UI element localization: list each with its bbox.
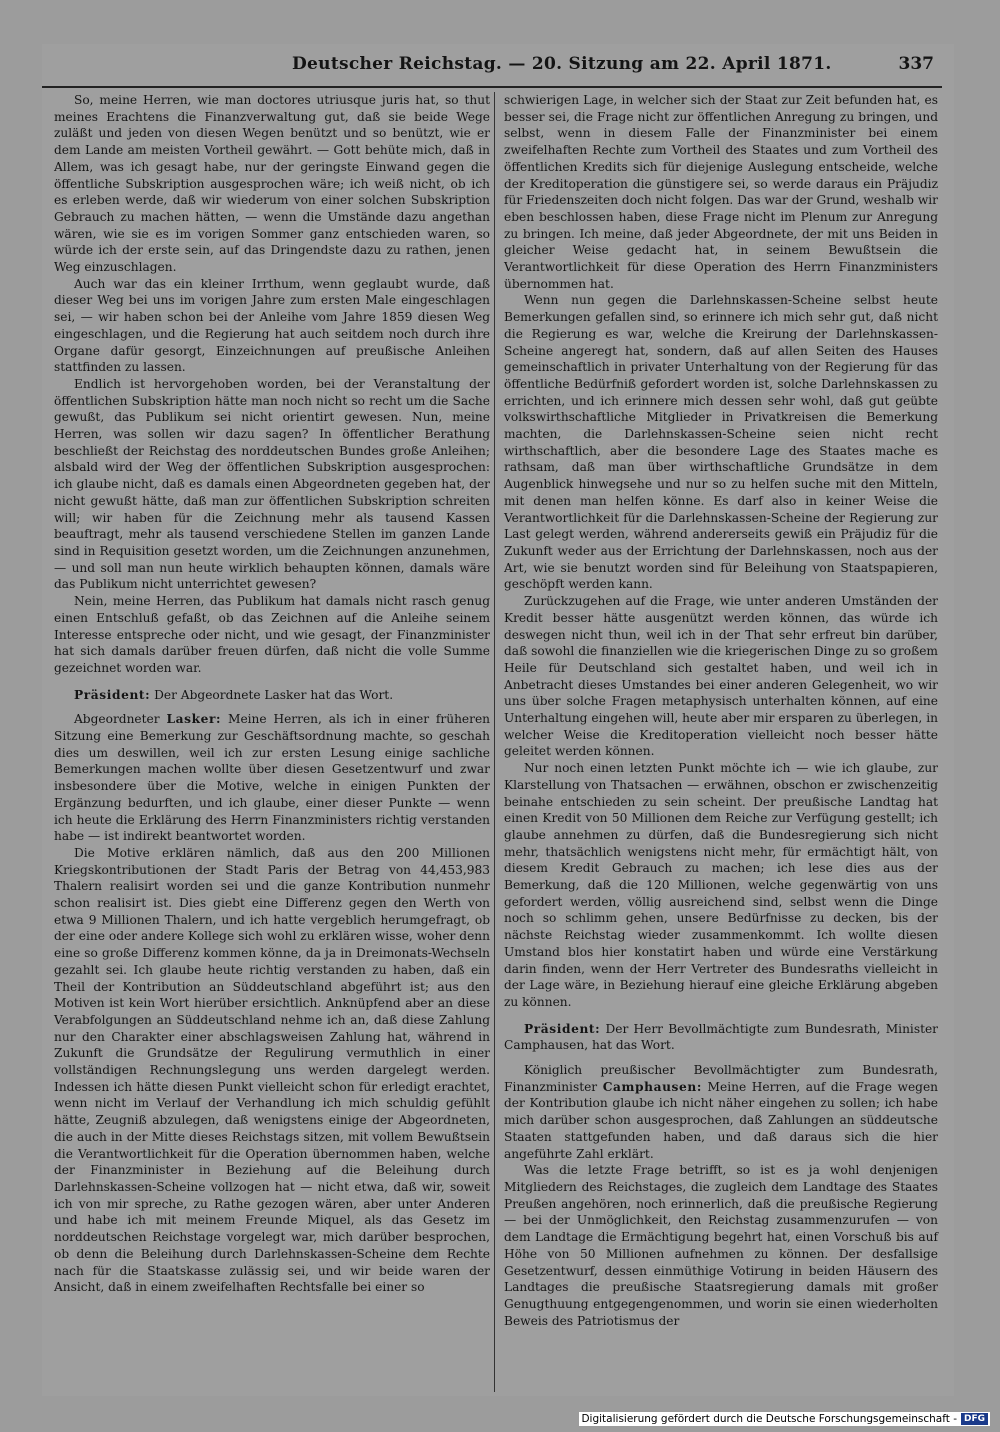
speaker-label: Präsident: — [74, 687, 151, 702]
header-rule — [42, 86, 942, 88]
speaker-prefix: Königlich preußischer Bevollmächtigter zum Bundesrath, Finanzminister — [504, 1063, 938, 1094]
document-page — [42, 44, 954, 1396]
speaker-name: Lasker: — [166, 712, 222, 727]
paragraph-text: Meine Herren, auf die Frage wegen der Kontribution glaube ich nicht näher eingehen zu sollen; ich habe mich darüber schon ausgesprochen, daß Zahlungen an süddeutsche Staaten stattgefunden haben, und daß daraus sich die hier angeführte Zahl erklärt. — [504, 1079, 939, 1161]
paragraph: So, meine Herren, wie man doctores utriusque juris hat, so thut meines Erachtens die Finanzverwaltung gut, daß sie beide Wege zuläßt und jeden von diesen Wegen benützt und so benützt, wie er dem Lande am meisten Vortheil gewährt. — Gott behüte mich, daß in Allem, was ich gesagt habe, nur der geringste Einwand gegen die öffentliche Subskription ausgesprochen wäre; ich weiß nicht, ob ich es erleben werde, daß wir wiederum von einer solchen Subskription Gebrauch zu machen hätten, — wenn die Umstände dazu angethan wären, wie sie es im vorigen Sommer ganz entschieden waren, so würde ich der erste sein, auf das Dringendste dazu zu rathen, jenen Weg einzuschlagen. — [54, 93, 490, 275]
speaker-text: Der Abgeordnete Lasker hat das Wort. — [154, 687, 394, 702]
paragraph: Endlich ist hervorgehoben worden, bei der Veranstaltung der öffentlichen Subskription hätte man noch nicht so recht um die Sache gewußt, das Publikum sei nicht orientirt gewesen. Nun, meine Herren, was sollen wir dazu sagen? In öffentlicher Berathung beschließt der Reichstag des norddeutschen Bundes große Anleihen; alsbald wird der Weg der öffentlichen Subskription ausgesprochen: ich glaube nicht, daß es damals einen Abgeordneten gegeben hat, der nicht gewußt hätte, daß man zur öffentlichen Subskription schreiten will; wir haben für die Zeichnung mehr als tausend Kassen beauftragt, mehr als tausend verschiedene Stellen im ganzen Lande sind in Requisition gesetzt worden, um die Zeichnungen anzunehmen, — und soll man nun heute wirklich behaupten können, damals wäre das Publikum nicht unterrichtet gewesen? — [54, 376, 490, 592]
header-title: Deutscher Reichstag. — 20. Sitzung am 22. April 1871. — [292, 54, 832, 74]
paragraph: Nein, meine Herren, das Publikum hat damals nicht rasch genug einen Entschluß gefaßt, ob das Zeichnen auf die Anleihe seinem Interesse entspreche oder nicht, und wie gesagt, der Finanzminister hat sich damals darüber freuen dürfen, daß nicht die volle Summe gezeichnet worden war. — [54, 594, 490, 675]
speaker-paragraph — [504, 1021, 938, 1054]
footer-text: Digitalisierung gefördert durch die Deutsche Forschungsgemeinschaft - — [581, 1413, 957, 1425]
left-column — [54, 92, 490, 1296]
paragraph: Was die letzte Frage betrifft, so ist es ja wohl denjenigen Mitgliedern des Reichstages, die zugleich dem Landtage des Staates Preußen angehören, noch erinnerlich, daß die preußische Regierung — bei der Unmöglichkeit, den Reichstag zusammenzurufen — von dem Landtage die Ermächtigung begehrt hat, einen Vorschuß bis auf Höhe von 50 Millionen aufnehmen zu können. Der desfallsige Gesetzentwurf, dessen einmüthige Votirung in beiden Häusern des Landtages die preußische Staatsregierung damals mit großer Genugthuung entgegengenommen, und worin sie einen wiederholten Beweis des Patriotismus der — [504, 1163, 938, 1328]
right-column — [504, 92, 938, 1329]
paragraph: Die Motive erklären nämlich, daß aus den 200 Millionen Kriegskontributionen der Stadt Paris der Betrag von 44,453,983 Thalern realisirt worden sei und die ganze Kontribution nunmehr schon realisirt ist. Dies giebt eine Differenz gegen den Werth von etwa 9 Millionen Thalern, und ich hatte vergeblich herumgefragt, ob der eine oder andere Kollege sich wohl zu erklären wisse, woher denn eine so große Differenz kommen könne, da ja in Dreimonats-Wechseln gezahlt sei. Ich glaube heute richtig verstanden zu haben, daß ein Theil der Kontribution an Süddeutschland abgeführt ist; aus den Motiven ist kein Wort hierüber ersichtlich. Anknüpfend aber an diese Verabfolgungen an Süddeutschland nehme ich an, daß diese Zahlung nur den Charakter einer abschlagsweisen Zahlung hat, während in Zukunft die Grundsätze der Regulirung vermuthlich in einer vollständigen Rechnungslegung uns werden dargelegt werden. Indessen ich hätte diesen Punkt vielleicht schon für erledigt erachtet, wenn nicht im Verlauf der Verhandlung ich mich schuldig gefühlt hätte, Zeugniß abzulegen, daß wenigstens einige der Abgeordneten, die auch in der Mitte dieses Reichstags sitzen, mit vollem Bewußtsein die Verantwortlichkeit für die Operation übernommen haben, welche der Finanzminister in Beziehung auf die Beleihung durch Darlehnskassen-Scheine vollzogen hat — nicht etwa, daß wir, soweit ich von mir spreche, zu Rathe gezogen wären, aber unter Anderen und habe ich mit meinem Freunde Miquel, als das Gesetz im norddeutschen Reichstage vorgelegt war, mich darüber besprochen, ob denn die Beleihung durch Darlehnskassen-Scheine dem Rechte nach für die Staatskasse zulässig sei, und wir beide waren der Ansicht, daß in einem zweifelhaften Rechtsfalle bei einer so — [54, 845, 490, 1295]
paragraph: schwierigen Lage, in welcher sich der Staat zur Zeit befunden hat, es besser sei, die Frage nicht zur öffentlichen Anregung zu bringen, und selbst, wenn in diesem Falle der Finanzminister bei einem zweifelhaften Rechte zum Vortheil des Staates und zum Vortheil des öffentlichen Kredits sich für diejenige Auslegung entscheide, welche der Kreditoperation die günstigere sei, so werde daraus ein Präjudiz für Friedenszeiten doch nicht folgen. Das war der Grund, weshalb wir eben beschlossen haben, diese Frage nicht im Plenum zur Anregung zu bringen. Ich meine, daß jeder Abgeordnete, der mit uns Beiden in gleicher Weise gedacht hat, in seinem Bewußtsein die Verantwortlichkeit für diese Operation des Herrn Finanzministers übernommen hat. — [504, 93, 939, 291]
speaker-text: Der Herr Bevollmächtigte zum Bundesrath, Minister Camphausen, hat das Wort. — [504, 1021, 939, 1053]
column-divider — [494, 92, 495, 1392]
footer-credit — [579, 1412, 990, 1426]
paragraph-text: Meine Herren, als ich in einer früheren Sitzung eine Bemerkung zur Geschäftsordnung machte, so geschah dies um deswillen, weil ich zur ersten Lesung einige sachliche Bemerkungen machen wollte über diesen Gesetzentwurf und zwar insbesondere über die Motive, welche in einigen Punkten der Ergänzung bedurften, und ich glaube, einer dieser Punkte — wenn ich heute die Erklärung des Herrn Finanzministers richtig verstanden habe — ist indirekt beantwortet worden. — [54, 712, 491, 844]
paragraph — [54, 711, 490, 845]
paragraph: Wenn nun gegen die Darlehnskassen-Scheine selbst heute Bemerkungen gefallen sind, so erinnere ich mich sehr gut, daß nicht die Regierung es war, welche die Kreirung der Darlehnskassen-Scheine angeregt hat, sondern, daß auf allen Seiten des Hauses gemeinschaftlich in privater Unterhaltung von der Regierung für das öffentliche Bedürfniß gefordert worden ist, solche Darlehnskassen zu errichten, und ich erinnere mich dessen sehr wohl, daß gut geübte volkswirthschaftliche Mitglieder in Privatkreisen die Bemerkung machten, die Darlehnskassen-Scheine seien nicht recht wirthschaftlich, aber die besondere Lage des Staates mache es rathsam, daß man über wirthschaftliche Grundsätze in dem Augenblick hinwegsehe und nur so zu helfen suche mit den Mitteln, mit denen man helfen könne. Es darf also in keiner Weise die Verantwortlichkeit für die Darlehnskassen-Scheine der Regierung zur Last gelegt werden, während andererseits gewiß ein Präjudiz für die Zukunft weder aus der Errichtung der Darlehnskassen, noch aus der Art, wie sie benutzt worden sind für Beleihung von Staatspapieren, geschöpft werden kann. — [504, 293, 938, 592]
speaker-prefix: Abgeordneter — [74, 712, 160, 727]
paragraph — [504, 1062, 938, 1162]
speaker-name: Camphausen: — [602, 1079, 702, 1094]
speaker-label: Präsident: — [524, 1021, 601, 1036]
speaker-paragraph — [54, 687, 490, 704]
paragraph: Nur noch einen letzten Punkt möchte ich — wie ich glaube, zur Klarstellung von Thatsachen — erwähnen, obschon er zwischenzeitig beinahe entschieden zu sein scheint. Der preußische Landtag hat einen Kredit von 50 Millionen dem Reiche zur Verfügung gestellt; ich glaube annehmen zu dürfen, daß die Bundesregierung sich nicht mehr, thatsächlich wenigstens nicht mehr, für ermächtigt hält, von diesem Kredit Gebrauch zu machen; ich lese dies aus der Bemerkung, daß die 120 Millionen, welche gegenwärtig von uns gefordert werden, völlig ausreichend sind, selbst wenn die Dinge noch so schlimm gehen, unsere Bedürfnisse zu decken, bis der nächste Reichstag wieder zusammenkommt. Ich wollte diesen Umstand blos hier konstatirt haben und würde eine Verstärkung darin finden, wenn der Herr Vertreter des Bundesraths vielleicht in der Lage wäre, in Beziehung hierauf eine gleiche Erklärung abgeben zu können. — [504, 761, 938, 1009]
dfg-logo: DFG — [961, 1413, 988, 1425]
paragraph: Zurückzugehen auf die Frage, wie unter anderen Umständen der Kredit besser hätte ausgenützt werden können, das würde ich deswegen nicht thun, weil ich in der That sehr erfreut bin darüber, daß sowohl die finanziellen wie die kriegerischen Dinge zu so großem Heile für Deutschland sich gestaltet haben, und weil ich in Anbetracht dieses Umstandes bei einer anderen Gelegenheit, wo wir uns über solche Fragen metaphysisch unterhalten können, auf eine Unterhaltung eingehen will, heute aber mir ersparen zu überlegen, in welcher Weise die Kreditoperation vielleicht noch besser hätte geleitet werden können. — [504, 594, 938, 759]
page-number: 337 — [898, 54, 934, 74]
page-header — [42, 52, 954, 82]
paragraph: Auch war das ein kleiner Irrthum, wenn geglaubt wurde, daß dieser Weg bei uns im vorigen Jahre zum ersten Male eingeschlagen sei, — wir haben schon bei der Anleihe vom Jahre 1859 diesen Weg eingeschlagen, und die Regierung hat auch seitdem noch durch ihre Organe dafür gesorgt, Einzeichnungen auf preußische Anleihen stattfinden zu lassen. — [54, 276, 490, 375]
